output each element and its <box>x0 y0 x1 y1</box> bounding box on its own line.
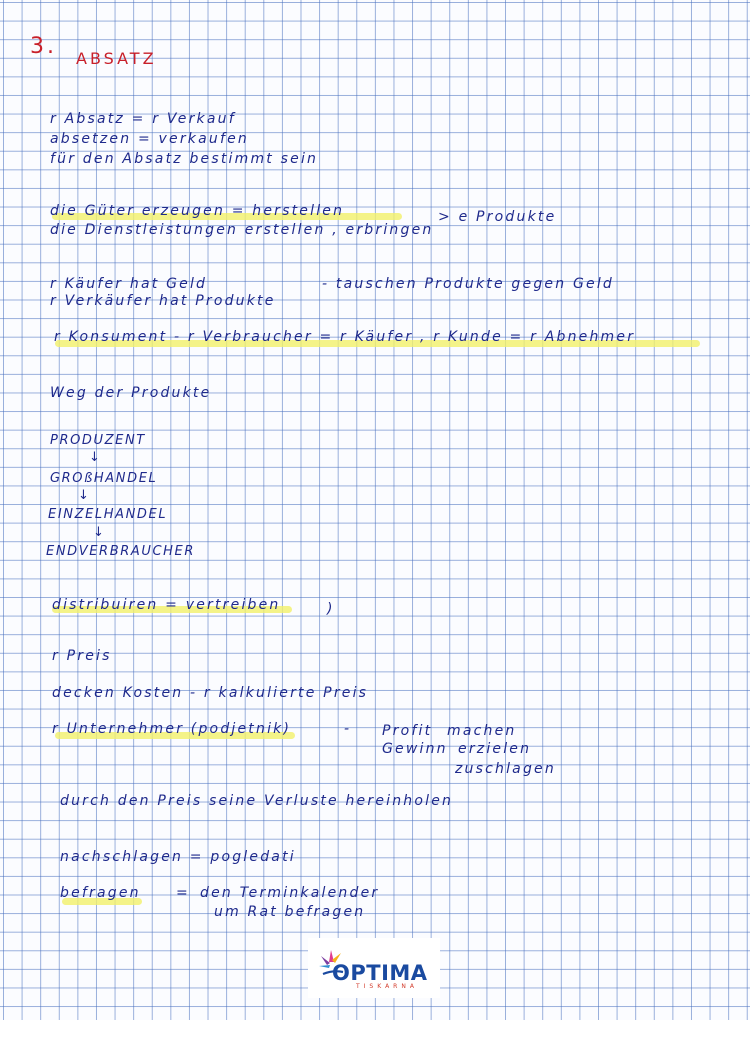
path-step-4: ENDVERBRAUCHER <box>46 544 195 559</box>
profit-verb-2: erzielen <box>458 741 532 757</box>
production-line-1: die Güter erzeugen = herstellen <box>50 203 345 219</box>
definition-line-2: absetzen = verkaufen <box>50 131 249 147</box>
heading-title: ABSATZ <box>76 49 157 68</box>
lookup-nachschlagen: nachschlagen = pogledati <box>60 849 296 865</box>
price-label: r Preis <box>52 648 112 664</box>
profit-word-1: Profit <box>382 723 433 739</box>
price-costs: decken Kosten - r kalkulierte Preis <box>52 685 369 701</box>
consumer-line: r Konsument - r Verbraucher = r Käufer , r Kunde = r Abnehmer <box>54 329 636 345</box>
production-line-2: die Dienstleistungen erstellen , erbringen <box>50 222 434 238</box>
lookup-befragen: befragen <box>60 885 141 901</box>
exchange-seller: r Verkäufer hat Produkte <box>50 293 276 309</box>
down-arrow-icon: ↓ <box>78 488 89 503</box>
price-entrepreneur: r Unternehmer (podjetnik) <box>52 721 292 737</box>
distribution-mark: ) <box>327 601 335 617</box>
down-arrow-icon: ↓ <box>89 450 100 465</box>
path-step-2: GROßHANDEL <box>50 471 158 486</box>
profit-word-2: Gewinn <box>382 741 448 757</box>
price-dash: - <box>344 721 352 737</box>
lookup-equals: = <box>176 885 190 901</box>
exchange-buyer: r Käufer hat Geld <box>50 276 208 292</box>
path-title: Weg der Produkte <box>50 385 212 401</box>
production-result: > e Produkte <box>438 209 557 225</box>
logo-subtitle: TISKARNA <box>356 983 418 990</box>
path-step-3: EINZELHANDEL <box>48 507 168 522</box>
distribution-line: distribuiren = vertreiben <box>52 597 281 613</box>
down-arrow-icon: ↓ <box>93 525 104 540</box>
path-step-1: PRODUZENT <box>50 433 146 448</box>
logo-name: OPTIMA <box>332 961 428 985</box>
heading-number: 3. <box>30 34 57 59</box>
lookup-def-1: den Terminkalender <box>200 885 380 901</box>
price-loss: durch den Preis seine Verluste hereinholen <box>60 793 454 809</box>
profit-verb-3: zuschlagen <box>455 761 556 777</box>
definition-line-1: r Absatz = r Verkauf <box>50 111 236 127</box>
lookup-def-2: um Rat befragen <box>214 904 366 920</box>
optima-logo <box>308 938 440 998</box>
page-bottom-margin <box>0 1020 750 1061</box>
profit-verb-1: machen <box>447 723 517 739</box>
exchange-note: - tauschen Produkte gegen Geld <box>322 276 614 292</box>
definition-line-3: für den Absatz bestimmt sein <box>50 151 319 167</box>
